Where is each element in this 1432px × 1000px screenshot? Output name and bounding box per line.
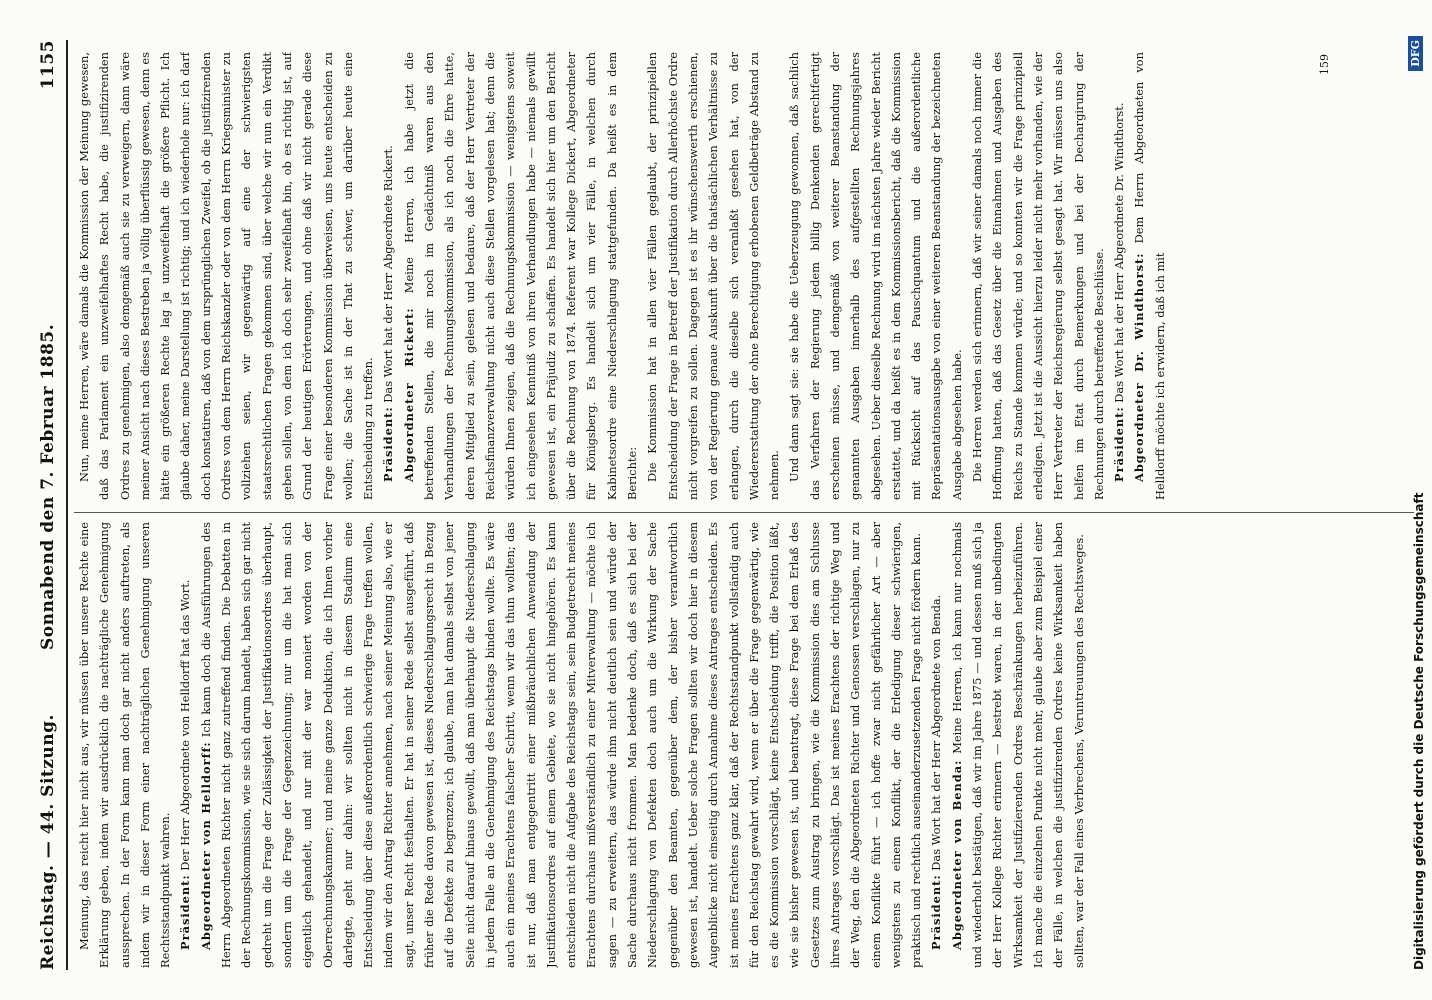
- paragraph-text: Ich kann doch die Ausführungen des Herrn Abgeordneten Richter nicht ganz zutreffend finden. Die Debatten in der Rechnungskommission, wie sie sich darum handelt, haben sich gar nicht gedreht um die Frage der Zulässigkeit der Justifikationsordres überhaupt, sondern um die Frage der Gegenzeichnung; nur um die hat man sich eigentlich gehandelt, und nur mit der war moniert worden von der Oberrechnungskammer; und meine ganze Deduktion, die ich Ihnen vorher darlegte, geht nur dahin: wir sollten nicht in diesem Stadium eine Entscheidung über diese außerordentlich schwierige Frage treffen wollen, indem wir den Antrag Richter annehmen, nach seiner Meinung also, wie er sagt, unser Recht festhalten. Er hat in seiner Rede selbst ausgeführt, daß früher die Rede davon gewesen ist, dieses Niederschlagungsrecht in Bezug auf die Defekte zu begrenzen; ich glaube, man hat damals selbst von jener Seite nicht darauf hinaus gewollt, daß man überhaupt die Niederschlagung in jedem Falle an die Genehmigung des Reichstags binden wollte. Es wäre auch ein meines Erachtens falscher Schritt, wenn wir das thun wollten; das ist nur, daß man entgegentritt einer mißbräuchlichen Anwendung der Justifikationsordres auf einem Gebiete, wo sie nicht hingehören. Es kann entschieden nicht die Aufgabe des Reichstags sein, sein Budgetrecht meines Erachtens durchaus mißverständlich zu einer Mitverwaltung — möchte ich sagen — zu erweitern, das würde ihm nicht deutlich sein und würde der Sache durchaus nicht frommen. Man bedenke doch, daß es sich bei der Niederschlagung von Defekten doch auch um die Wirkung der Sache gegenüber den Beamten, gegenüber dem, der bisher verantwortlich gewesen ist, handelt. Ueber solche Fragen sollten wir doch hier in diesem Augenblicke nicht einseitig durch Annahme dieses Antrages entscheiden. Es ist meines Erachtens ganz klar, daß der Rechtsstandpunkt vollständig auch für den Reichstag gewahrt wird, wenn er über die Frage gegenwärtig, wie es die Kommission vorschlägt, keine Entscheidung trifft, die Position läßt, wie sie bisher gewesen ist, und beantragt, diese Frage bei dem Erlaß des Gesetzes zum Austrag zu bringen, wie die Kommission dies am Schlusse ihres Antrages vorschlägt. Das ist meines Erachtens der richtige Weg und der Weg, den die Abgeordneten Richter und Genossen verschlagen, nur zu einem Konflikte führt — ich hoffe zwar nicht gefährlicher Art — aber wenigstens zu einem Konflikt, der die Erledigung dieser schwierigen, praktisch und rechtlich auseinanderzusetzenden Frage nicht fördern kann.: [198, 522, 924, 968]
- left-column: [74, 522, 1432, 968]
- speaker-label: Präsident:: [381, 406, 396, 482]
- paragraph-text: Das Wort hat der Herr Abgeordnete von Benda.: [929, 594, 944, 871]
- paragraph: [175, 522, 195, 968]
- paragraph: [196, 522, 927, 968]
- speaker-label: Abgeordneter Dr. Windthorst:: [1132, 252, 1147, 482]
- paragraph-text: Die Herren werden sich erinnern, daß wir seiner damals noch immer die Hoffnung hatten, daß das Gesetz über die Einnahmen und Ausgaben des Reichs zu Stande kommen würde; und so konnten wir die Frage prinzipiell erledigen. Jetzt ist die Aussicht hierzu leider nicht mehr vorhanden, wie der Herr Vertreter der Reichsregierung selbst gesagt hat. Wir müssen uns also helfen im Etat durch Bemerkungen und bei der Dechargirung der Rechnungen durch betreffende Beschlüsse.: [970, 52, 1106, 500]
- paragraph: [399, 52, 643, 500]
- paragraph-text: Meinung, das reicht hier nicht aus, wir müssen über unsere Rechte eine Erklärung geben, indem wir ausdrücklich die nachträgliche Genehmigung aussprechen. In der Form kann man doch gar nicht anders auftreten, als indem wir in dieser Form einer nachträglichen Genehmigung unseren Rechtsstandpunkt wahren.: [77, 522, 173, 968]
- paragraph-text: Meine Herren, ich habe jetzt die betreffenden Stellen, die mir noch im Gedächtniß waren aus den Verhandlungen der Rechnungskommission, als ich noch die Ehre hatte, deren Mitglied zu sein, gelesen und bedaure, daß der Herr Vertreter der Reichsfinanzverwaltung nicht auch diese Stellen vorgelesen hat; denn die würden Ihnen zeigen, daß die Rechnungskommission — wenigstens soweit ich eingesehen Kenntniß von ihren Verhandlungen habe — niemals gewillt gewesen ist, ein Präjudiz zu schaffen. Es handelt sich hier um den Bericht über die Rechnung von 1874. Referent war Kollege Dickert, Abgeordneter für Königsberg. Es handelt sich um vier Fälle, in welchen durch Kabinetsordre eine Niederschlagung stattgefunden. Da heißt es in dem Berichte:: [401, 52, 640, 500]
- paragraph: [947, 522, 1089, 968]
- paragraph-text: Die Kommission hat in allen vier Fällen geglaubt, der prinzipiellen Entscheidung der Frage in Betreff der Justifikation durch Allerhöchste Ordre nicht vorgreifen zu sollen. Dagegen ist es ihr wünschenswerth erschienen, von der Regierung genaue Auskunft über die thatsächlichen Verhältnisse zu erlangen, durch die dieselbe sich veranlaßt gesehen hat, von der Wiedererstattung der ohne Berechtigung erhobenen Geldbeträge Abstand zu nehmen.: [645, 52, 782, 500]
- paragraph: [926, 522, 946, 968]
- paragraph-text: Dem Herrn Abgeordneten von Helldorff möchte ich erwidern, daß ich mit: [1132, 52, 1167, 500]
- paragraph: [967, 52, 1109, 500]
- paragraph: [74, 52, 378, 500]
- paragraph-text: Meine Herren, ich kann nur nochmals und wiederholt bestätigen, daß wir im Jahre 1875 — und dessen muß sich ja der Herr Kollege Richter erinnern — bestrebt waren, in der unbedingten Wirksamkeit der Justifizierenden Ordres Beschränkungen herbeizuführen. Ich mache die einzelnen Punkte nicht mehr, glaube aber zum Beispiel einer der Fälle, in welchen die justifizirenden Ordres keine Wirksamkeit haben sollten, war der Fall eines Verbrechens, Veruntreuungen des Rechtsweges.: [949, 522, 1086, 968]
- speaker-label: Präsident:: [178, 874, 193, 950]
- speaker-label: Abgeordneter von Helldorff:: [198, 741, 213, 950]
- paragraph-text: Nun, meine Herren, wäre damals die Kommission der Meinung gewesen, daß das Parlament ein unzweifelhaftes Recht habe, die justifizirenden Ordres zu genehmigen, also demgemäß auch sie zu verweigern, dann wäre meiner Ansicht nach dieses Bestreben ja völlig überflüssig gewesen, denn es hätte ein größeren Rechte lag ja unzweifelhaft die größere Pflicht. Ich glaube daher, meine Darstellung ist richtig; und ich wiederhole nur: ich darf doch konstatiren, daß von dem ursprünglichen Zweifel, ob die justifizirenden Ordres von dem Herrn Reichskanzler oder von dem Herrn Kriegsminister zu vollziehen seien, wir gegenwärtig auf eine der schwierigsten staatsrechtlichen Fragen gekommen sind, über welche wir nun ein Verdikt geben sollen, von dem ich doch sehr zweifelhaft bin, ob es richtig ist, auf Grund der heutigen Erörterungen, und ohne daß wir nicht gerade diese Frage einer besonderen Kommission überweisen, uns heute entscheiden zu wollen; die Sache ist in der That zu schwer, um darüber heute eine Entscheidung zu treffen.: [77, 52, 376, 500]
- speaker-label: Abgeordneter von Benda:: [949, 759, 964, 950]
- header-date: Sonnabend den 7. Februar 1885.: [38, 323, 58, 650]
- right-column: [74, 52, 1432, 500]
- paragraph: [378, 52, 398, 500]
- paragraph: [1129, 52, 1170, 500]
- paragraph-text: Das Wort hat der Herr Abgeordnete Dr. Windthorst.: [1112, 102, 1127, 403]
- paragraph-text: Der Herr Abgeordnete von Helldorff hat das Wort.: [178, 579, 193, 871]
- page-marker: 159: [1318, 54, 1331, 75]
- header-rule: [66, 40, 68, 970]
- paragraph-text: Und dann sagt sie: sie habe die Ueberzeugung gewonnen, daß sachlich das Verfahren der Regierung jedem billig Denkenden gerechtfertigt erscheinen müsse, und demgemäß von weiterer Beanstandung der genannten Ausgaben innerhalb des aufgestellten Rechnungsjahres abgesehen. Ueber dieselbe Rechnung wird im nächsten Jahre wieder Bericht erstattet, und da heißt es in dem Kommissionsbericht, daß die Kommission mit Rücksicht auf das Pauschquantum und die außerordentliche Repräsentationsausgabe von einer weiteren Beanstandung der bezeichneten Ausgabe abgesehen habe.: [787, 52, 964, 500]
- speaker-label: Präsident:: [1112, 406, 1127, 482]
- digitization-note: Digitalisierung gefördert durch die Deutsche Forschungsgemeinschaft: [1412, 492, 1426, 970]
- header-left: Reichstag. — 44. Sitzung.: [38, 714, 58, 970]
- speaker-label: Abgeordneter Rickert:: [401, 307, 416, 482]
- page-number: 1155: [38, 40, 58, 90]
- speaker-label: Präsident:: [929, 874, 944, 950]
- paragraph: [1109, 52, 1129, 500]
- column-divider: [74, 512, 1414, 513]
- paragraph: [642, 52, 784, 500]
- paragraph-text: Das Wort hat der Herr Abgeordnete Rickert.: [381, 145, 396, 403]
- paragraph: [74, 522, 175, 968]
- page-header: [38, 40, 68, 970]
- dfg-badge: DFG: [1408, 36, 1423, 71]
- paragraph: [784, 52, 967, 500]
